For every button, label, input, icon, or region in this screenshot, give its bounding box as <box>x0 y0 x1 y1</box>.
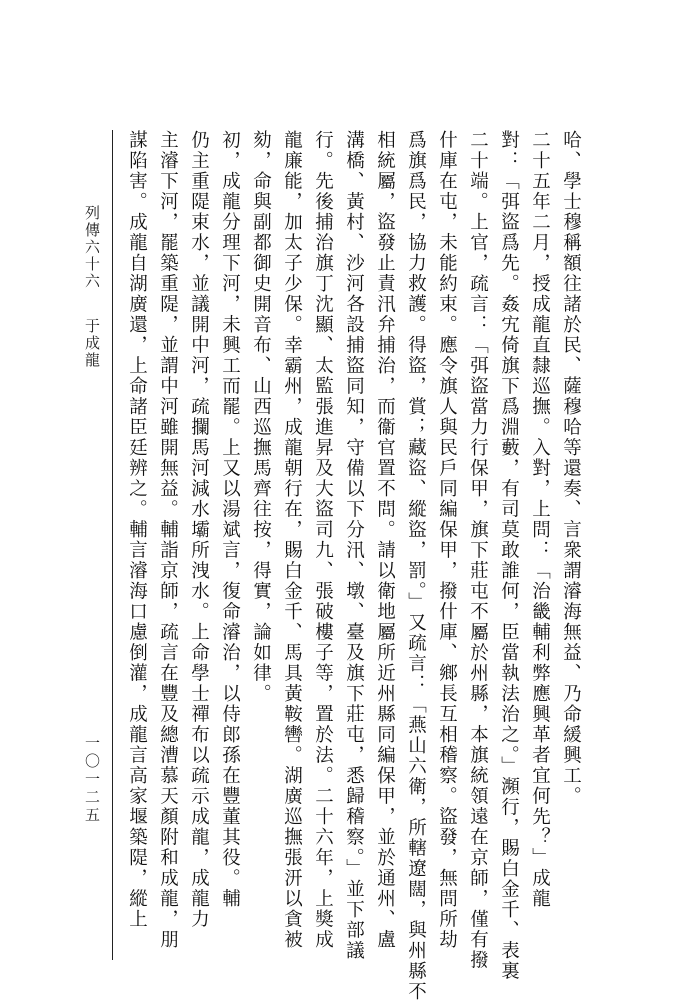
text-column-11: 劾，命與副都御史開音布、山西巡撫馬齊往按，得實，論如律。 <box>250 130 272 704</box>
text-column-6: 爲旗爲民，協力救護。得盜，賞；藏盜、縱盜，罰。」又疏言：「燕山六衛，所轄遼闊，與州縣不 <box>405 130 427 1002</box>
running-header-chapter: 列傳六十六 <box>83 205 101 290</box>
text-column-5: 什庫在屯，未能約束。應令旗人與民戶同編保甲，撥什庫、鄉長互相稽察。盜發，無問所劫 <box>436 130 458 950</box>
text-column-2: 二十五年二月，授成龍直隸巡撫。入對，上問：「治畿輔利弊應興革者宜何先？」成龍 <box>529 130 551 909</box>
text-column-13: 仍主重隄束水，並議開中河，疏攔馬河減水壩所洩水。上命學士禪布以疏示成龍，成龍力 <box>188 130 210 930</box>
running-header-subject: 于成龍 <box>83 318 101 369</box>
text-column-14: 主濬下河，罷築重隄，並謂中河雖開無益。輔詣京師，疏言在豐及總漕慕天顏附和成龍，朋 <box>157 130 179 950</box>
text-column-7: 相統屬，盜發止責汛弁捕治，而衞官置不問。請以衛地屬所近州縣同編保甲，並於通州、盧 <box>374 130 396 950</box>
text-column-10: 龍廉能，加太子少保。幸霸州，成龍朝行在，賜白金千、馬具黃鞍轡。湖廣巡撫張汧以貪被 <box>281 130 303 950</box>
page-number: 一〇一二五 <box>83 735 101 825</box>
text-column-1: 哈、學士穆稱額往諸於民、薩穆哈等還奏、言衆謂濬海無益、乃命緩興工。 <box>560 130 582 807</box>
text-column-12: 初，成龍分理下河，未興工而罷。上又以湯斌言，復命濬治，以侍郎孫在豐董其役。輔 <box>219 130 241 909</box>
text-column-15: 謀陷害。成龍自湖廣還，上命諸臣廷辨之。輔言濬海口慮倒灌，成龍言高家堰築隄，縱上 <box>126 130 148 930</box>
text-column-8: 溝橋、黃村、沙河各設捕盜同知，守備以下分汛、墩、臺及旗下莊屯，悉歸稽察。」並下部議 <box>343 130 365 962</box>
margin-rule <box>112 130 113 960</box>
text-column-4: 二十端。上官，疏言：「弭盜當力行保甲，旗下莊屯不屬於州縣，本旗統領遠在京師，僅有撥 <box>467 130 489 971</box>
text-column-9: 行。先後捕治旗丁沈顯、太監張進昇及大盜司九、張破樓子等，置於法。二十六年，上獎成 <box>312 130 334 950</box>
text-column-3: 對：「弭盜爲先。姦宄倚旗下爲淵藪，有司莫敢誰何，臣當執法治之。」瀕行，賜白金千、表裏 <box>498 130 520 982</box>
